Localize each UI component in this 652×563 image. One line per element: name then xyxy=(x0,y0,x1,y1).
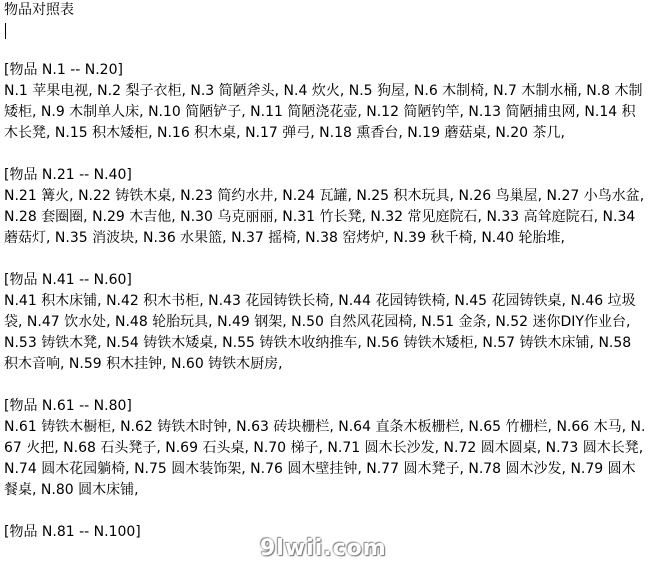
section-body: N.21 篝火, N.22 铸铁木桌, N.23 简约水井, N.24 瓦罐, N.25 积木玩具, N.26 鸟巢屋, N.27 小鸟水盆, N.28 套圈圈, N.29 木吉他, N.30 乌克丽丽, N.31 竹长凳, N.32 常见庭院石, N.33 高耸庭院石, N.34 蘑菇灯, N.35 消波块, N.36 水果篮, N.37 摇椅, N.38 窑烤炉, N.39 秋千椅, N.40 轮胎堆, xyxy=(4,188,649,246)
site-watermark: 9lwii.com xyxy=(260,536,387,561)
section-header: [物品 N.41 -- N.60] xyxy=(4,272,132,288)
section-2 xyxy=(4,165,648,249)
section-4 xyxy=(4,396,648,501)
section-body: N.61 铸铁木橱柜, N.62 铸铁木时钟, N.63 砖块栅栏, N.64 直条木板栅栏, N.65 竹栅栏, N.66 木马, N.67 火把, N.68 石头凳子, N.69 石头桌, N.70 梯子, N.71 圆木长沙发, N.72 圆木圆桌, N.73 圆木长凳, N.74 圆木花园躺椅, N.75 圆木装饰架, N.76 圆木壁挂钟, N.77 圆木凳子, N.78 圆木沙发, N.79 圆木餐桌, N.80 圆木床铺, xyxy=(4,419,648,498)
section-header: [物品 N.21 -- N.40] xyxy=(4,167,132,183)
text-cursor xyxy=(5,23,6,39)
section-body: N.1 苹果电视, N.2 梨子衣柜, N.3 简陋斧头, N.4 炊火, N.5 狗屋, N.6 木制椅, N.7 木制水桶, N.8 木制矮柜, N.9 木制单人床, N.10 简陋铲子, N.11 简陋浇花壶, N.12 简陋钓竿, N.13 简陋捕虫网, N.14 积木长凳, N.15 积木矮柜, N.16 积木桌, N.17 弹弓, N.18 熏香台, N.19 蘑菇桌, N.20 茶几, xyxy=(4,83,643,141)
section-1 xyxy=(4,60,648,144)
document-title: 物品对照表 xyxy=(4,2,74,18)
section-header: [物品 N.81 -- N.100] xyxy=(4,524,141,540)
section-body: N.41 积木床铺, N.42 积木书柜, N.43 花园铸铁长椅, N.44 花园铸铁椅, N.45 花园铸铁桌, N.46 垃圾袋, N.47 饮水处, N.48 轮胎玩具, N.49 钢架, N.50 自然风花园椅, N.51 金条, N.52 迷你DIY作业台, N.53 铸铁木凳, N.54 铸铁木矮桌, N.55 铸铁木收纳推车, N.56 铸铁木矮柜, N.57 铸铁木床铺, N.58 积木音响, N.59 积木挂钟, N.60 铸铁木厨房, xyxy=(4,293,636,372)
section-header: [物品 N.61 -- N.80] xyxy=(4,398,132,414)
section-3 xyxy=(4,270,648,375)
section-header: [物品 N.1 -- N.20] xyxy=(4,62,123,78)
document-body[interactable] xyxy=(4,0,648,543)
